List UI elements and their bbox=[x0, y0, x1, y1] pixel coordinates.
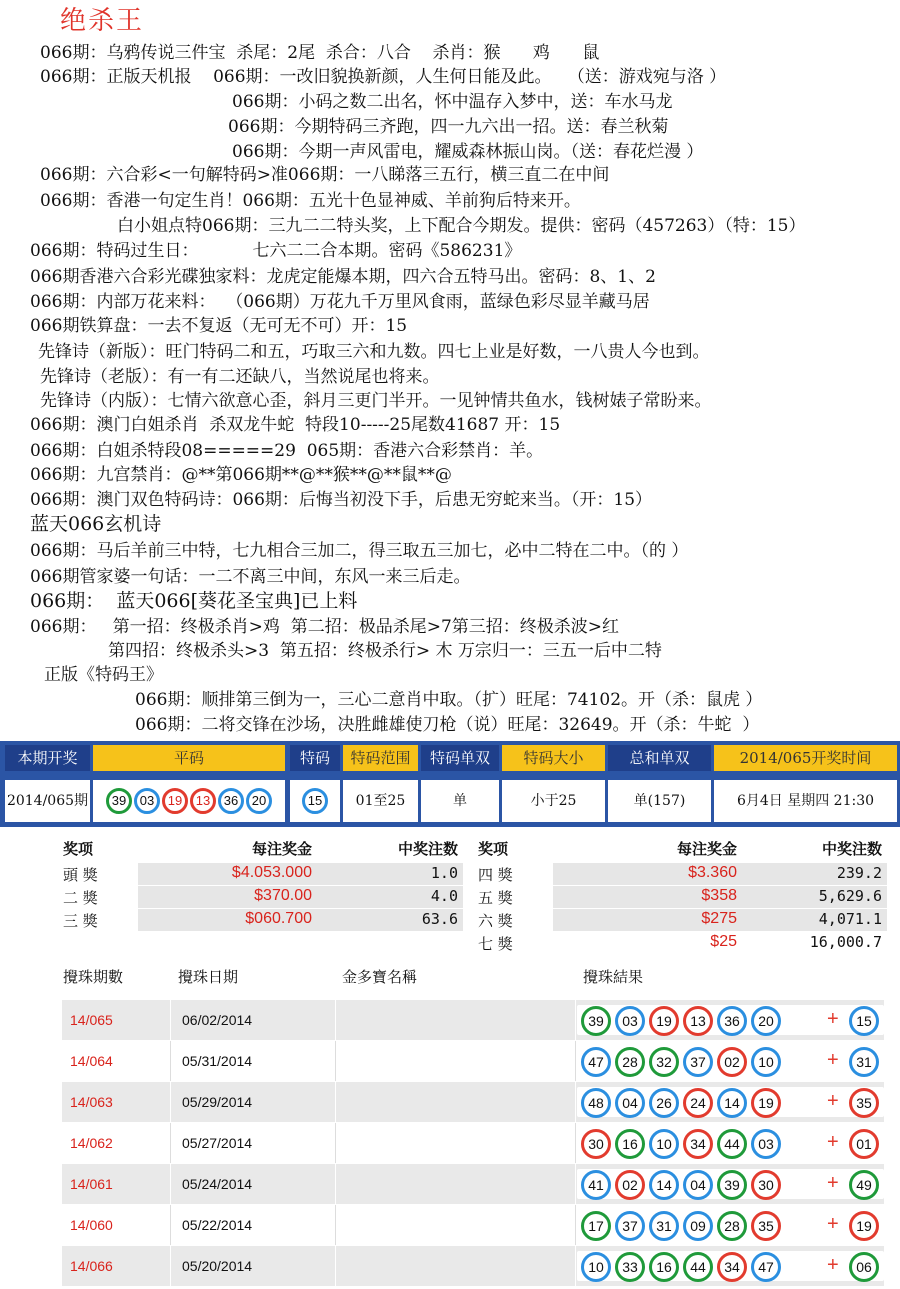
forecast-line: 第四招：终极杀头>3 第五招：终极杀行> 木 万宗归一：三五一后中二特 bbox=[108, 641, 662, 661]
ball-red: 19 bbox=[649, 1006, 679, 1036]
plus-sign: + bbox=[827, 1090, 839, 1112]
forecast-line: 066期：六合彩<一句解特码>准066期：一八睇落三五行，横三直二在中间 bbox=[40, 165, 610, 185]
ball-red: 34 bbox=[683, 1129, 713, 1159]
history-date: 05/29/2014 bbox=[182, 1094, 253, 1110]
draw-header: 总和单双 bbox=[608, 745, 711, 771]
ball-blue: 20 bbox=[751, 1006, 781, 1036]
prize-name: 二 獎 bbox=[63, 889, 98, 907]
column-divider bbox=[335, 1000, 336, 1040]
ball-blue: 04 bbox=[615, 1088, 645, 1118]
ball-red: 19 bbox=[162, 788, 188, 814]
history-date: 05/22/2014 bbox=[182, 1217, 253, 1233]
forecast-line: 066期：今期一声风雷电，耀威森林振山岗。（送：春花烂漫 ） bbox=[232, 142, 704, 162]
column-divider bbox=[575, 1164, 576, 1204]
draw-header: 特码范围 bbox=[343, 745, 418, 771]
history-issue: 14/063 bbox=[70, 1094, 113, 1110]
history-header: 攪珠結果 bbox=[583, 968, 644, 986]
ball-red: 30 bbox=[751, 1170, 781, 1200]
history-balls bbox=[577, 1128, 884, 1158]
ball-red: 01 bbox=[849, 1129, 879, 1159]
plus-sign: + bbox=[827, 1008, 839, 1030]
history-row bbox=[62, 1041, 884, 1081]
forecast-line: 先锋诗（内版）：七情六欲意心歪，斜月三更门半开。一见钟情共鱼水，钱树婊子常盼来。 bbox=[40, 391, 712, 411]
ball-blue: 10 bbox=[581, 1252, 611, 1282]
prize-amount: $060.700 bbox=[245, 910, 312, 927]
ball-green: 28 bbox=[717, 1211, 747, 1241]
ball-blue: 31 bbox=[849, 1047, 879, 1077]
forecast-line: 066期香港六合彩光碟独家料：龙虎定能爆本期，四六合五特马出。密码：8、1、2 bbox=[30, 267, 656, 287]
prize-amount: $25 bbox=[710, 933, 737, 950]
draw-header: 平码 bbox=[93, 745, 285, 771]
ball-red: 30 bbox=[581, 1129, 611, 1159]
prize-count: 63.6 bbox=[421, 910, 458, 928]
forecast-line: 066期：小码之数二出名，怀中温存入梦中，送：车水马龙 bbox=[232, 92, 673, 112]
prize-count: 4,071.1 bbox=[818, 910, 882, 928]
ball-blue: 47 bbox=[751, 1252, 781, 1282]
normal-numbers bbox=[93, 780, 285, 822]
special-odd-even: 单 bbox=[421, 780, 499, 822]
column-divider bbox=[575, 1205, 576, 1245]
forecast-line: 066期：香港一句定生肖！066期：五光十色显神威、羊前狗后特来开。 bbox=[40, 191, 581, 211]
ball-blue: 31 bbox=[649, 1211, 679, 1241]
ball-blue: 03 bbox=[134, 788, 160, 814]
history-issue: 14/066 bbox=[70, 1258, 113, 1274]
ball-green: 16 bbox=[649, 1252, 679, 1282]
plus-sign: + bbox=[827, 1131, 839, 1153]
history-date: 05/20/2014 bbox=[182, 1258, 253, 1274]
prize-header: 每注奖金 bbox=[252, 840, 313, 858]
ball-green: 39 bbox=[106, 788, 132, 814]
special-number bbox=[290, 780, 340, 822]
ball-red: 35 bbox=[849, 1088, 879, 1118]
ball-blue: 15 bbox=[302, 788, 328, 814]
history-date: 05/24/2014 bbox=[182, 1176, 253, 1192]
history-date: 05/31/2014 bbox=[182, 1053, 253, 1069]
special-size: 小于25 bbox=[502, 780, 605, 822]
forecast-line: 066期：正版天机报 066期：一改旧貌换新颜，人生何日能及此。 （送：游戏宛与洛 ） bbox=[40, 67, 727, 87]
history-balls bbox=[577, 1169, 884, 1199]
draw-header: 特码大小 bbox=[502, 745, 605, 771]
forecast-line: 066期：九宫禁肖：@**第066期**@**猴**@**鼠**@ bbox=[30, 465, 452, 485]
history-issue: 14/065 bbox=[70, 1012, 113, 1028]
column-divider bbox=[335, 1041, 336, 1081]
ball-green: 33 bbox=[615, 1252, 645, 1282]
ball-blue: 36 bbox=[717, 1006, 747, 1036]
forecast-line: 066期： 蓝天066[葵花圣宝典]已上料 bbox=[30, 590, 358, 612]
ball-blue: 41 bbox=[581, 1170, 611, 1200]
ball-blue: 09 bbox=[683, 1211, 713, 1241]
history-issue: 14/062 bbox=[70, 1135, 113, 1151]
prize-header: 每注奖金 bbox=[677, 840, 738, 858]
history-row bbox=[62, 1123, 884, 1163]
ball-red: 19 bbox=[751, 1088, 781, 1118]
history-balls bbox=[577, 1005, 884, 1035]
ball-red: 19 bbox=[849, 1211, 879, 1241]
ball-red: 35 bbox=[751, 1211, 781, 1241]
prize-name: 頭 獎 bbox=[63, 866, 98, 884]
ball-green: 49 bbox=[849, 1170, 879, 1200]
prize-count: 5,629.6 bbox=[818, 887, 882, 905]
draw-time: 6月4日 星期四 21:30 bbox=[714, 780, 897, 822]
history-row bbox=[62, 1082, 884, 1122]
history-balls bbox=[577, 1046, 884, 1076]
plus-sign: + bbox=[827, 1213, 839, 1235]
ball-red: 13 bbox=[683, 1006, 713, 1036]
prize-name: 六 獎 bbox=[478, 912, 513, 930]
forecast-line: 066期铁算盘：一去不复返（无可无不可）开：15 bbox=[30, 316, 408, 336]
forecast-line: 066期：二将交锋在沙场，决胜雌雄使刀枪（说）旺尾：32649。开（杀：牛蛇 ） bbox=[135, 715, 760, 735]
prize-header: 奖项 bbox=[478, 840, 509, 858]
forecast-line: 先锋诗（老版）：有一有二还缺八，当然说尾也将来。 bbox=[40, 367, 440, 387]
plus-sign: + bbox=[827, 1172, 839, 1194]
forecast-line: 白小姐点特066期：三九二二特头奖，上下配合今期发。提供：密码（457263）（特：15） bbox=[117, 216, 806, 236]
column-divider bbox=[575, 1123, 576, 1163]
draw-header: 特码单双 bbox=[421, 745, 499, 771]
prize-header: 奖项 bbox=[63, 840, 94, 858]
history-header: 金多寶名稱 bbox=[342, 968, 418, 986]
ball-green: 32 bbox=[649, 1047, 679, 1077]
forecast-line: 066期： 第一招：终极杀肖>鸡 第二招：极品杀尾>7第三招：终极杀波>红 bbox=[30, 617, 620, 637]
prize-count: 4.0 bbox=[430, 887, 458, 905]
ball-green: 06 bbox=[849, 1252, 879, 1282]
ball-red: 02 bbox=[615, 1170, 645, 1200]
prize-header: 中奖注数 bbox=[822, 840, 883, 858]
prize-amount: $358 bbox=[701, 887, 737, 904]
prize-count: 1.0 bbox=[430, 864, 458, 882]
forecast-line: 066期：马后羊前三中特，七九相合三加二，得三取五三加七，必中二特在二中。（的 ） bbox=[30, 541, 689, 561]
prize-amount: $275 bbox=[701, 910, 737, 927]
history-row bbox=[62, 1164, 884, 1204]
history-row bbox=[62, 1246, 884, 1286]
column-divider bbox=[170, 1041, 171, 1081]
ball-green: 28 bbox=[615, 1047, 645, 1077]
ball-blue: 15 bbox=[849, 1006, 879, 1036]
forecast-line: 066期：今期特码三齐跑，四一九六出一招。送：春兰秋菊 bbox=[228, 117, 669, 137]
ball-red: 13 bbox=[190, 788, 216, 814]
draw-header: 本期开奖 bbox=[5, 745, 90, 771]
ball-blue: 37 bbox=[615, 1211, 645, 1241]
page-title: 绝杀王 bbox=[60, 6, 145, 36]
prize-amount: $370.00 bbox=[254, 887, 312, 904]
history-date: 05/27/2014 bbox=[182, 1135, 253, 1151]
ball-blue: 03 bbox=[751, 1129, 781, 1159]
ball-blue: 03 bbox=[615, 1006, 645, 1036]
ball-red: 24 bbox=[683, 1088, 713, 1118]
ball-green: 44 bbox=[683, 1252, 713, 1282]
history-balls bbox=[577, 1087, 884, 1117]
forecast-line: 066期管家婆一句话：一二不离三中间，东风一来三后走。 bbox=[30, 567, 471, 587]
ball-blue: 20 bbox=[246, 788, 272, 814]
column-divider bbox=[170, 1123, 171, 1163]
forecast-line: 066期：内部万花来料： （066期）万花九千万里风食雨，蓝绿色彩尽显羊藏马居 bbox=[30, 292, 650, 312]
prize-name: 三 獎 bbox=[63, 912, 98, 930]
forecast-line: 066期：澳门双色特码诗：066期：后悔当初没下手，后患无穷蛇来当。（开：15） bbox=[30, 490, 653, 510]
forecast-line: 正版《特码王》 bbox=[44, 665, 163, 685]
ball-blue: 36 bbox=[218, 788, 244, 814]
history-header: 攪珠日期 bbox=[178, 968, 239, 986]
forecast-line: 066期：乌鸦传说三件宝 杀尾：2尾 杀合：八合 杀肖：猴 鸡 鼠 bbox=[40, 43, 600, 63]
ball-blue: 37 bbox=[683, 1047, 713, 1077]
history-header: 攪珠期數 bbox=[63, 968, 124, 986]
ball-blue: 04 bbox=[683, 1170, 713, 1200]
plus-sign: + bbox=[827, 1049, 839, 1071]
column-divider bbox=[170, 1205, 171, 1245]
column-divider bbox=[170, 1000, 171, 1040]
column-divider bbox=[335, 1082, 336, 1122]
column-divider bbox=[575, 1041, 576, 1081]
forecast-line: 先锋诗（新版）：旺门特码二和五，巧取三六和九数。四七上业是好数，一八贵人今也到。 bbox=[38, 342, 710, 362]
ball-green: 44 bbox=[717, 1129, 747, 1159]
ball-green: 39 bbox=[717, 1170, 747, 1200]
forecast-line: 蓝天066玄机诗 bbox=[30, 513, 162, 535]
ball-blue: 10 bbox=[751, 1047, 781, 1077]
prize-amount: $4.053.000 bbox=[231, 864, 312, 881]
draw-header: 2014/065开奖时间 bbox=[714, 745, 897, 771]
prize-amount: $3.360 bbox=[688, 864, 737, 881]
history-issue: 14/061 bbox=[70, 1176, 113, 1192]
ball-green: 17 bbox=[581, 1211, 611, 1241]
ball-green: 16 bbox=[615, 1129, 645, 1159]
column-divider bbox=[170, 1164, 171, 1204]
prize-count: 16,000.7 bbox=[809, 933, 882, 951]
history-date: 06/02/2014 bbox=[182, 1012, 253, 1028]
column-divider bbox=[335, 1164, 336, 1204]
draw-period: 2014/065期 bbox=[5, 780, 90, 822]
forecast-line: 066期：白姐杀特段08=====29 065期：香港六合彩禁肖：羊。 bbox=[30, 441, 544, 461]
ball-blue: 14 bbox=[649, 1170, 679, 1200]
plus-sign: + bbox=[827, 1254, 839, 1276]
prize-count: 239.2 bbox=[836, 864, 882, 882]
ball-blue: 10 bbox=[649, 1129, 679, 1159]
prize-name: 四 獎 bbox=[478, 866, 513, 884]
ball-red: 02 bbox=[717, 1047, 747, 1077]
prize-name: 七 獎 bbox=[478, 935, 513, 953]
column-divider bbox=[335, 1123, 336, 1163]
column-divider bbox=[335, 1246, 336, 1286]
special-range: 01至25 bbox=[343, 780, 418, 822]
ball-blue: 48 bbox=[581, 1088, 611, 1118]
ball-blue: 14 bbox=[717, 1088, 747, 1118]
forecast-line: 066期：特码过生日： 七六二二合本期。密码《586231》 bbox=[30, 241, 522, 261]
ball-blue: 47 bbox=[581, 1047, 611, 1077]
history-issue: 14/064 bbox=[70, 1053, 113, 1069]
column-divider bbox=[575, 1082, 576, 1122]
history-balls bbox=[577, 1251, 884, 1281]
ball-red: 34 bbox=[717, 1252, 747, 1282]
forecast-line: 066期：顺排第三倒为一，三心二意肖中取。（扩）旺尾：74102。开（杀：鼠虎 ） bbox=[135, 690, 763, 710]
history-row bbox=[62, 1205, 884, 1245]
prize-header: 中奖注数 bbox=[398, 840, 459, 858]
column-divider bbox=[575, 1000, 576, 1040]
ball-green: 39 bbox=[581, 1006, 611, 1036]
forecast-line: 066期：澳门白姐杀肖 杀双龙牛蛇 特段10-----25尾数41687 开：15 bbox=[30, 415, 561, 435]
history-issue: 14/060 bbox=[70, 1217, 113, 1233]
column-divider bbox=[575, 1246, 576, 1286]
history-balls bbox=[577, 1210, 884, 1240]
column-divider bbox=[170, 1246, 171, 1286]
prize-name: 五 獎 bbox=[478, 889, 513, 907]
column-divider bbox=[170, 1082, 171, 1122]
ball-blue: 26 bbox=[649, 1088, 679, 1118]
sum-odd-even: 单(157) bbox=[608, 780, 711, 822]
draw-header: 特码 bbox=[290, 745, 340, 771]
history-row bbox=[62, 1000, 884, 1040]
column-divider bbox=[335, 1205, 336, 1245]
